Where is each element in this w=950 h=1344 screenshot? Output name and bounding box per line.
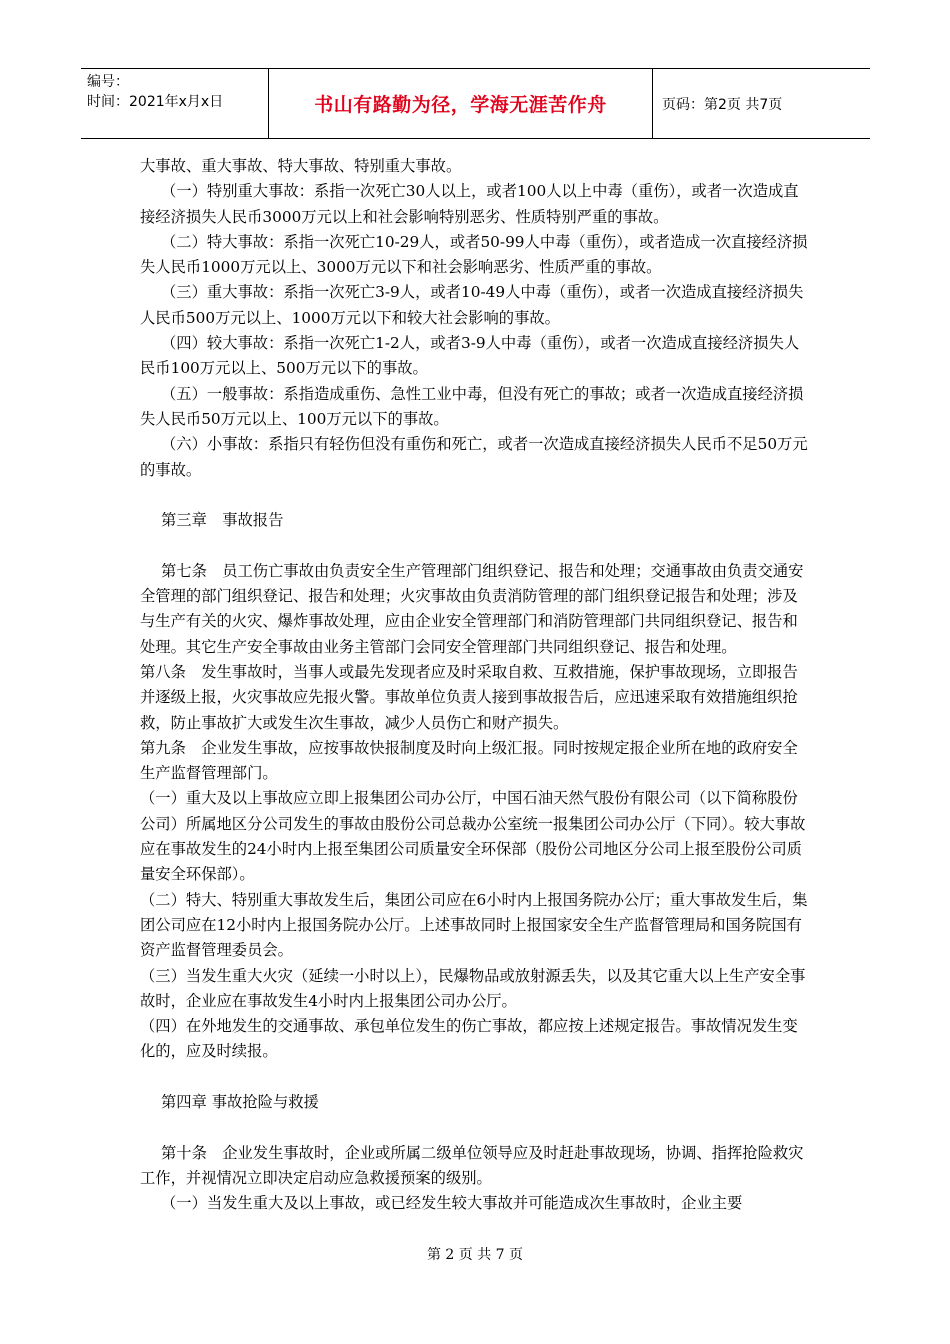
paragraph: （五）一般事故：系指造成重伤、急性工业中毒，但没有死亡的事故；或者一次造成直接经济损失人民币50万元以上、100万元以下的事故。 bbox=[140, 384, 804, 428]
document-body bbox=[140, 154, 812, 1216]
header-meta bbox=[81, 69, 269, 138]
paragraph: 大事故、重大事故、特大事故、特别重大事故。 bbox=[140, 157, 462, 175]
header-motto: 书山有路勤为径，学海无涯苦作舟 bbox=[314, 94, 607, 116]
paragraph: （四）较大事故：系指一次死亡1-2人，或者3-9人中毒（重伤），或者一次造成直接经济损失人民币100万元以上、500万元以下的事故。 bbox=[140, 334, 800, 378]
paragraph: （二）特大事故：系指一次死亡10-29人，或者50-99人中毒（重伤），或者造成一次直接经济损失人民币1000万元以上、3000万元以下和社会影响恶劣、性质严重的事故。 bbox=[140, 232, 808, 277]
paragraph: （二）特大、特别重大事故发生后，集团公司应在6小时内上报国务院办公厅；重大事故发生后，集团公司应在12小时内上报国务院办公厅。上述事故同时上报国家安全生产监督管理局和国务院国有资产监督管理委员会。 bbox=[140, 890, 808, 960]
paragraph: （四）在外地发生的交通事故、承包单位发生的伤亡事故，都应按上述规定报告。事故情况发生变化的，应及时续报。 bbox=[140, 1017, 798, 1061]
chapter-heading: 第四章 事故抢险与救援 bbox=[161, 1092, 319, 1111]
chapter-heading: 第三章 事故报告 bbox=[161, 511, 284, 530]
paragraph: （一）特别重大事故：系指一次死亡30人以上，或者100人以上中毒（重伤），或者一次造成直接经济损失人民币3000万元以上和社会影响特别恶劣、性质特别严重的事故。 bbox=[140, 182, 799, 226]
paragraph: （一）当发生重大及以上事故，或已经发生较大事故并可能造成次生事故时，企业主要 bbox=[161, 1194, 743, 1213]
paragraph: 第七条 员工伤亡事故由负责安全生产管理部门组织登记、报告和处理；交通事故由负责交通安全管理的部门组织登记、报告和处理；火灾事故由负责消防管理的部门组织登记报告和处理；涉及与生产有关的火灾、爆炸事故处理，应由企业安全管理部门和消防管理部门共同组织登记、报告和处理。其它生产安全事故由业务主管部门会同安全管理部门共同组织登记、报告和处理。 bbox=[140, 561, 804, 656]
paragraph: （六）小事故：系指只有轻伤但没有重伤和死亡，或者一次造成直接经济损失人民币不足50万元的事故。 bbox=[140, 435, 808, 479]
header-page-info: 页码：第2页 共7页 bbox=[662, 96, 783, 113]
document-date: 时间：2021年x月x日 bbox=[87, 94, 224, 110]
page-footer: 第 2 页 共 7 页 bbox=[426, 1247, 524, 1263]
paragraph: （三）重大事故：系指一次死亡3-9人，或者10-49人中毒（重伤），或者一次造成直接经济损失人民币500万元以上、1000万元以下和较大社会影响的事故。 bbox=[140, 283, 804, 327]
paragraph: （一）重大及以上事故应立即上报集团公司办公厅，中国石油天然气股份有限公司（以下简称股份公司）所属地区分公司发生的事故由股份公司总裁办公室统一报集团公司办公厅（下同）。较大事故应在事故发生的24小时内上报至集团公司质量安全环保部（股份公司地区分公司上报至股份公司质量安全环保部）。 bbox=[140, 789, 806, 884]
paragraph: 第九条 企业发生事故，应按事故快报制度及时向上级汇报。同时按规定报企业所在地的政府安全生产监督管理部门。 bbox=[140, 738, 798, 783]
header-motto-cell bbox=[269, 69, 653, 138]
page-header bbox=[81, 68, 870, 139]
paragraph: 第八条 发生事故时，当事人或最先发现者应及时采取自救、互救措施，保护事故现场，立即报告并逐级上报，火灾事故应先报火警。事故单位负责人接到事故报告后，应迅速采取有效措施组织抢救，防止事故扩大或发生次生事故，减少人员伤亡和财产损失。 bbox=[140, 662, 798, 732]
paragraph: （三）当发生重大火灾（延续一小时以上），民爆物品或放射源丢失，以及其它重大以上生产安全事故时，企业应在事故发生4小时内上报集团公司办公厅。 bbox=[140, 966, 806, 1010]
paragraph: 第十条 企业发生事故时，企业或所属二级单位领导应及时赶赴事故现场，协调、指挥抢险救灾工作，并视情况立即决定启动应急救援预案的级别。 bbox=[140, 1143, 804, 1187]
document-number-label: 编号： bbox=[87, 74, 129, 90]
